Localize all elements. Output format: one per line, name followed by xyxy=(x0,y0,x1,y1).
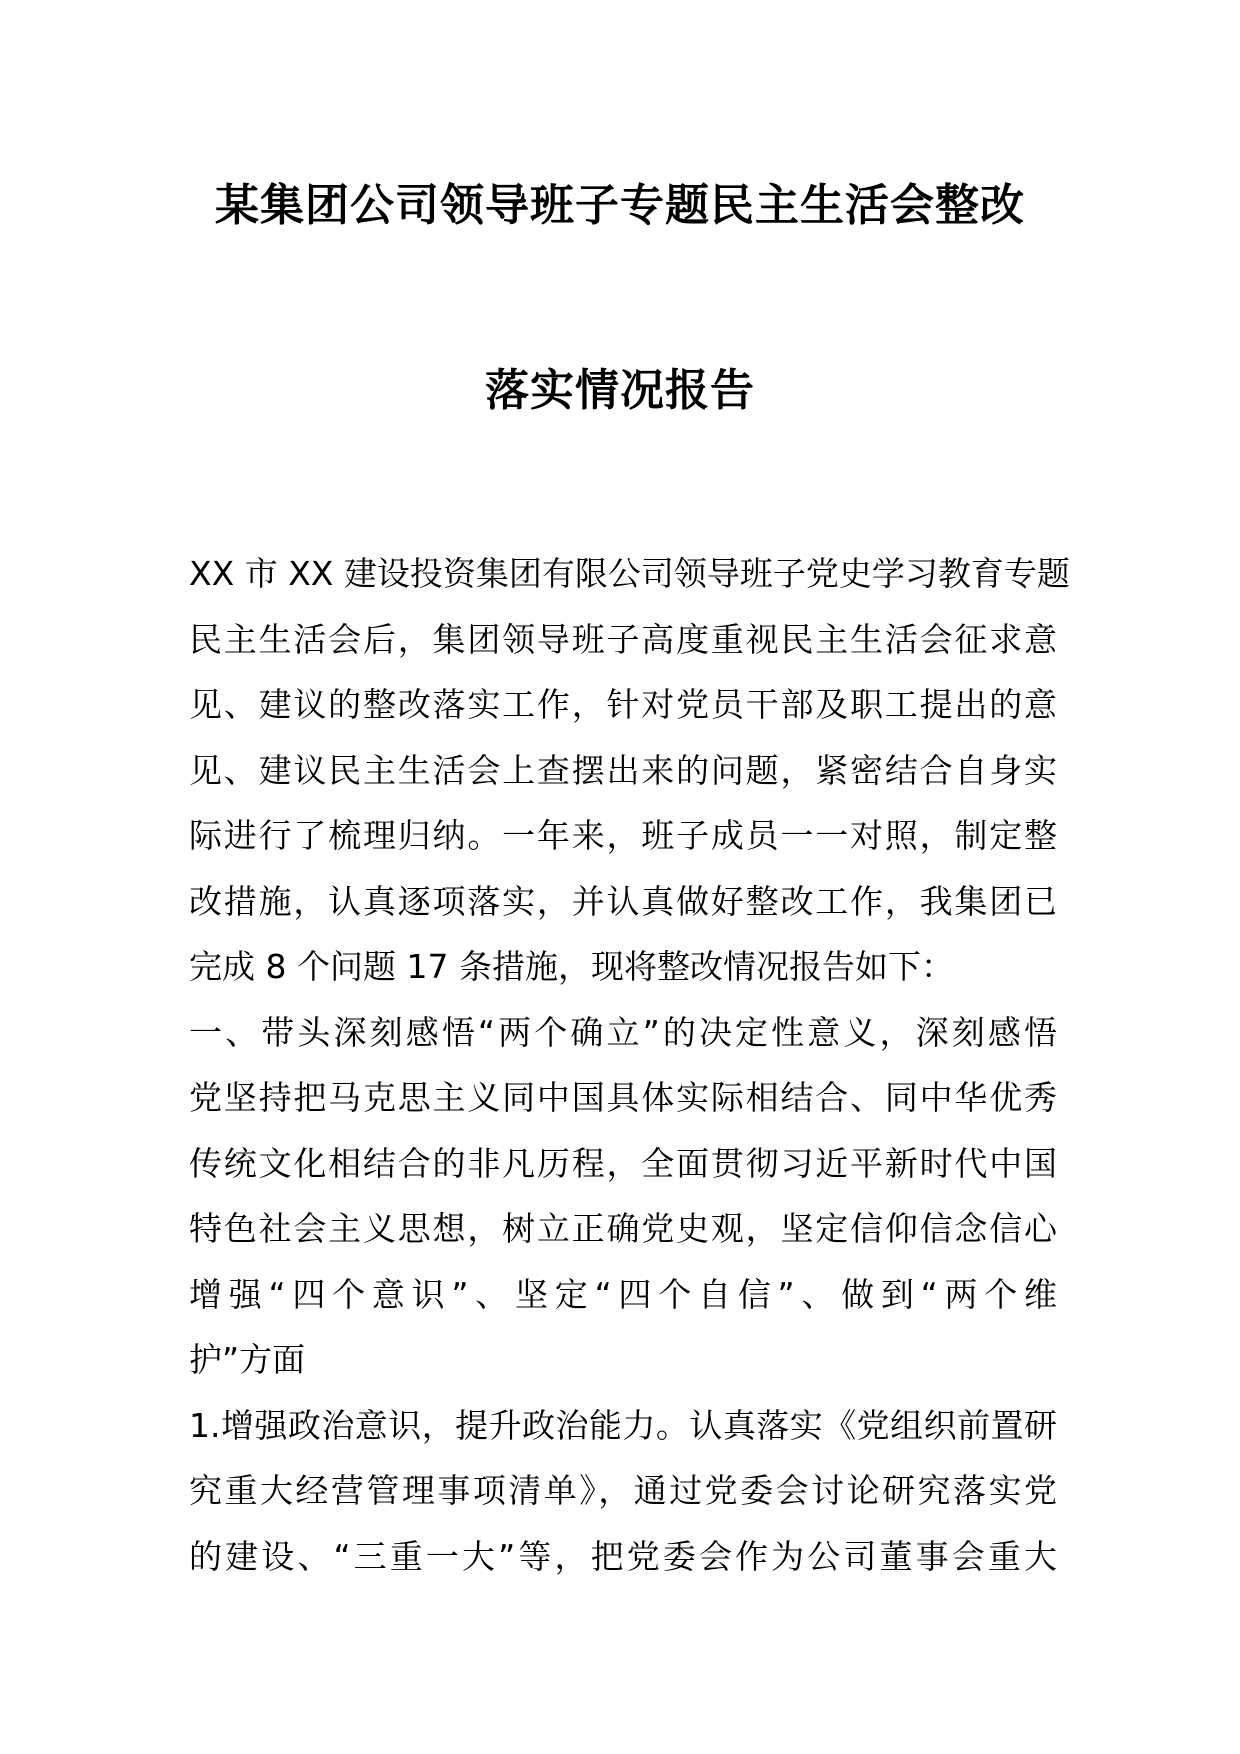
document-title-line-1: 某集团公司领导班子专题民主生活会整改 xyxy=(215,180,1025,231)
section-heading-line: 党坚持把马克思主义同中国具体实际相结合、同中华优秀 xyxy=(189,1078,1057,1117)
body-line: 改措施，认真逐项落实，并认真做好整改工作，我集团已 xyxy=(189,881,1057,921)
section-heading-line: 护”方面 xyxy=(189,1340,306,1379)
body-line: 际进行了梳理归纳。一年来，班子成员一一对照，制定整 xyxy=(189,816,1057,855)
body-line: 见、建议的整改落实工作，针对党员干部及职工提出的意 xyxy=(189,685,1057,724)
document-body xyxy=(189,541,1070,1589)
body-line: 完成 8 个问题 17 条措施，现将整改情况报告如下： xyxy=(189,947,954,986)
section-heading-line: 一、带头深刻感悟“两个确立”的决定性意义，深刻感悟 xyxy=(189,1012,1057,1052)
document-title-line-2: 落实情况报告 xyxy=(485,365,755,416)
body-line: 的建设、“三重一大”等，把党委会作为公司董事会重大 xyxy=(189,1536,1057,1576)
body-line: XX 市 XX 建设投资集团有限公司领导班子党史学习教育专题 xyxy=(189,554,1070,593)
body-line: 1.增强政治意识，提升政治能力。认真落实《党组织前置研 xyxy=(189,1405,1057,1445)
body-line: 民主生活会后，集团领导班子高度重视民主生活会征求意 xyxy=(189,619,1057,659)
body-line: 见、建议民主生活会上查摆出来的问题，紧密结合自身实 xyxy=(189,750,1057,790)
section-heading-line: 传统文化相结合的非凡历程，全面贯彻习近平新时代中国 xyxy=(189,1143,1057,1183)
section-heading-line: 特色社会主义思想，树立正确党史观，坚定信仰信念信心 xyxy=(189,1209,1057,1248)
body-line: 究重大经营管理事项清单》，通过党委会讨论研究落实党 xyxy=(189,1471,1057,1510)
section-heading-line: 增强“四个意识”、坚定“四个自信”、做到“两个维 xyxy=(189,1274,1057,1314)
